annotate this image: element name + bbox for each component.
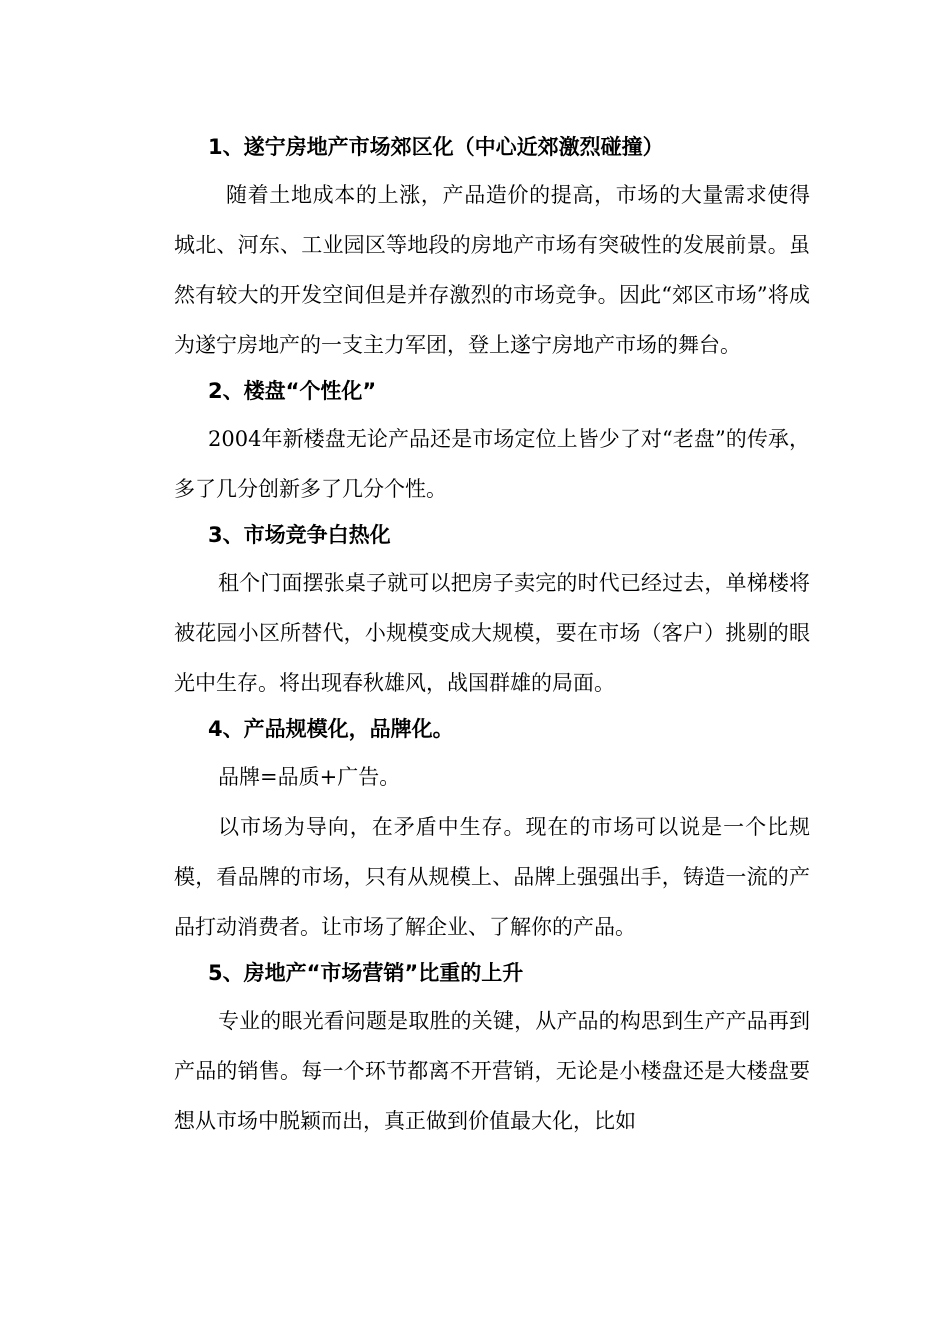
paragraph: 2004年新楼盘无论产品还是市场定位上皆少了对“老盘”的传承，多了几分创新多了几分个性。 [174, 427, 810, 501]
section-heading: 4、产品规模化，品牌化。 [208, 717, 454, 741]
section-heading: 3、市场竞争白热化 [208, 523, 391, 547]
paragraph: 随着土地成本的上涨，产品造价的提高，市场的大量需求使得城北、河东、工业园区等地段的房地产市场有突破性的发展前景。虽然有较大的开发空间但是并存激烈的市场竞争。因此“郊区市场”将成为遂宁房地产的一支主力军团，登上遂宁房地产市场的舞台。 [174, 183, 810, 357]
document-page [174, 128, 810, 1146]
section-heading: 2、楼盘“个性化” [208, 379, 377, 403]
paragraph: 租个门面摆张桌子就可以把房子卖完的时代已经过去，单梯楼将被花园小区所替代，小规模变成大规模，要在市场（客户）挑剔的眼光中生存。将出现春秋雄风，战国群雄的局面。 [174, 571, 810, 695]
section-4 [174, 710, 810, 952]
section-heading: 1、遂宁房地产市场郊区化（中心近郊激烈碰撞） [208, 135, 664, 159]
paragraph: 品牌=品质+广告。 [218, 765, 401, 789]
section-3 [174, 516, 810, 708]
section-5 [174, 954, 810, 1146]
section-1 [174, 128, 810, 370]
paragraph: 专业的眼光看问题是取胜的关键，从产品的构思到生产产品再到产品的销售。每一个环节都离不开营销，无论是小楼盘还是大楼盘要想从市场中脱颖而出，真正做到价值最大化，比如 [174, 1009, 810, 1133]
section-2 [174, 372, 810, 514]
section-heading: 5、房地产“市场营销”比重的上升 [208, 961, 524, 985]
paragraph: 以市场为导向，在矛盾中生存。现在的市场可以说是一个比规模，看品牌的市场，只有从规模上、品牌上强强出手，铸造一流的产品打动消费者。让市场了解企业、了解你的产品。 [174, 815, 810, 939]
